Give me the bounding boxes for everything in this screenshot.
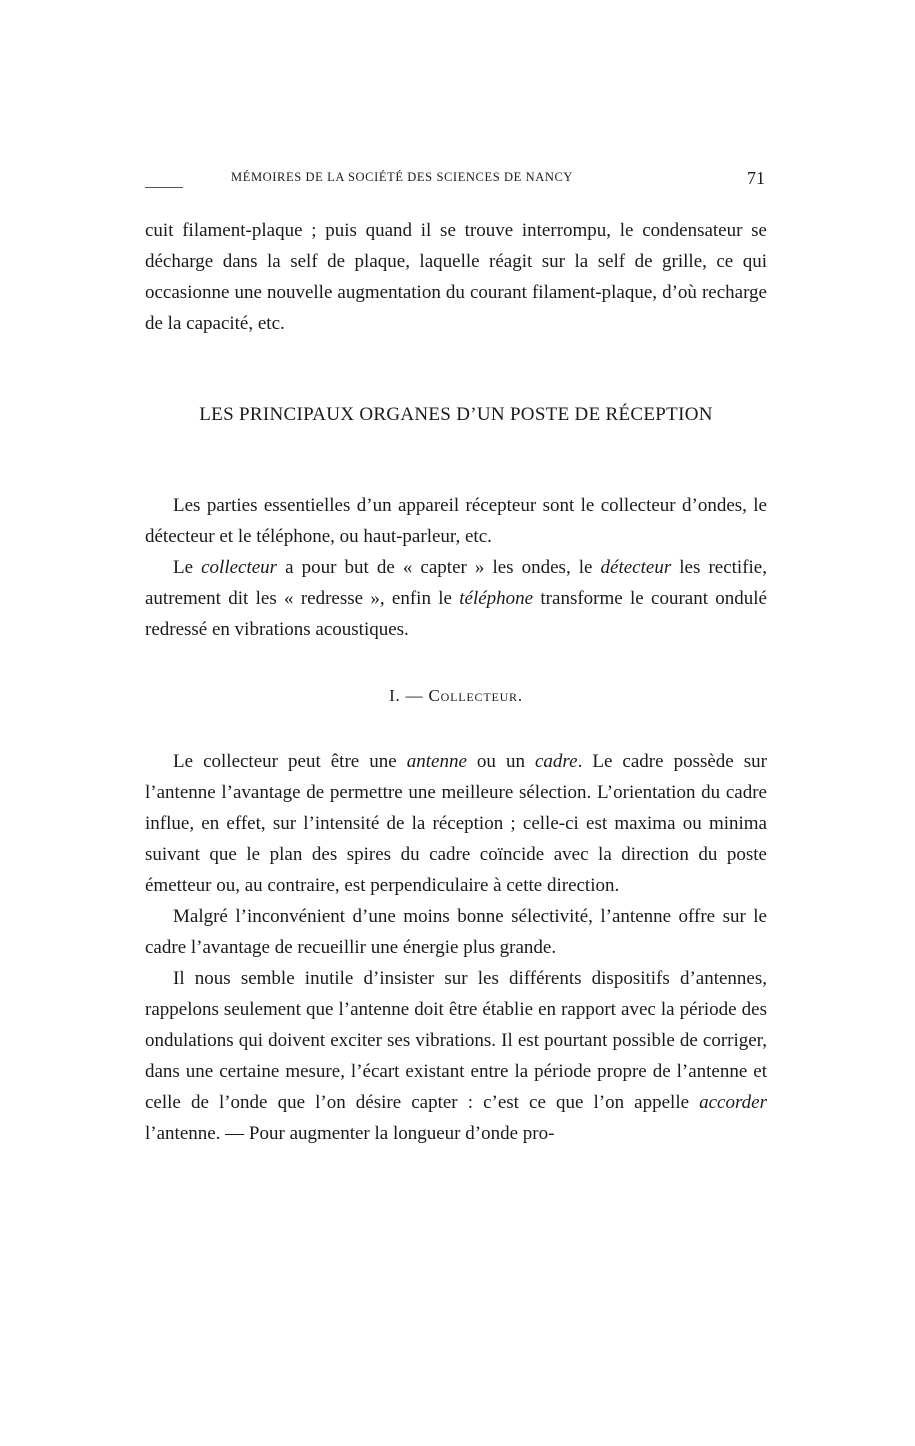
continued-paragraph [145, 215, 767, 339]
subsection-number: I. — [389, 686, 429, 705]
term-cadre: cadre [535, 751, 578, 772]
page-number: 71 [747, 168, 765, 188]
section-heading: LES PRINCIPAUX ORGANES D’UN POSTE DE RÉCEPTION [199, 404, 713, 425]
subsection-heading [145, 686, 767, 706]
body-paragraph-3: Il nous semble inutile d’insister sur les différents dispositifs d’antennes, rappelons seulement que l’antenne doit être établie en rapport avec la période des ondulations qui doivent exciter ses vibrations. Il est pourtant possible de corriger, dans une certaine mesure, l’écart existant entre la période propre de l’antenne et celle de l’onde que l’on désire capter : c’est ce que l’on appelle accorder l’antenne. — Pour augmenter la longueur d’onde pro- [145, 968, 767, 1144]
term-antenne: antenne [406, 751, 467, 772]
paragraph-text: cuit filament-plaque ; puis quand il se trouve interrompu, le condensateur se décharge dans la self de plaque, laquelle réagit sur la self de grille, ce qui occasionne une nouvelle augmentation du courant filament-plaque, d’où recharge de la capacité, etc. [145, 220, 767, 334]
journal-title: MÉMOIRES DE LA SOCIÉTÉ DES SCIENCES DE NANCY [231, 170, 574, 184]
running-header [145, 170, 765, 192]
term-accorder: accorder [699, 1092, 767, 1113]
body-section [145, 746, 767, 1149]
body-paragraph-2: Malgré l’inconvénient d’une moins bonne sélectivité, l’antenne offre sur le cadre l’avantage de recueillir une énergie plus grande. [145, 906, 767, 958]
intro-section [145, 490, 767, 645]
subsection-title: Collecteur. [428, 686, 523, 705]
intro-paragraph-1: Les parties essentielles d’un appareil récepteur sont le collecteur d’ondes, le détecteur et le téléphone, ou haut-parleur, etc. [145, 495, 767, 547]
term-collecteur: collecteur [201, 557, 278, 578]
intro-paragraph-2: Le collecteur a pour but de « capter » les ondes, le détecteur les rectifie, autrement dit les « redresse », enfin le téléphone transforme le courant ondulé redressé en vibrations acoustiques. [145, 557, 767, 640]
body-paragraph-1: Le collecteur peut être une antenne ou un cadre. Le cadre possède sur l’antenne l’avantage de permettre une meilleure sélection. L’orientation du cadre influe, en effet, sur l’intensité de la réception ; celle-ci est maxima ou minima suivant que le plan des spires du cadre coïncide avec la direction du poste émetteur ou, au contraire, est perpendiculaire à cette direction. [145, 751, 767, 896]
term-telephone: téléphone [459, 588, 534, 609]
header-rule [145, 187, 183, 188]
term-detecteur: détecteur [600, 557, 672, 578]
